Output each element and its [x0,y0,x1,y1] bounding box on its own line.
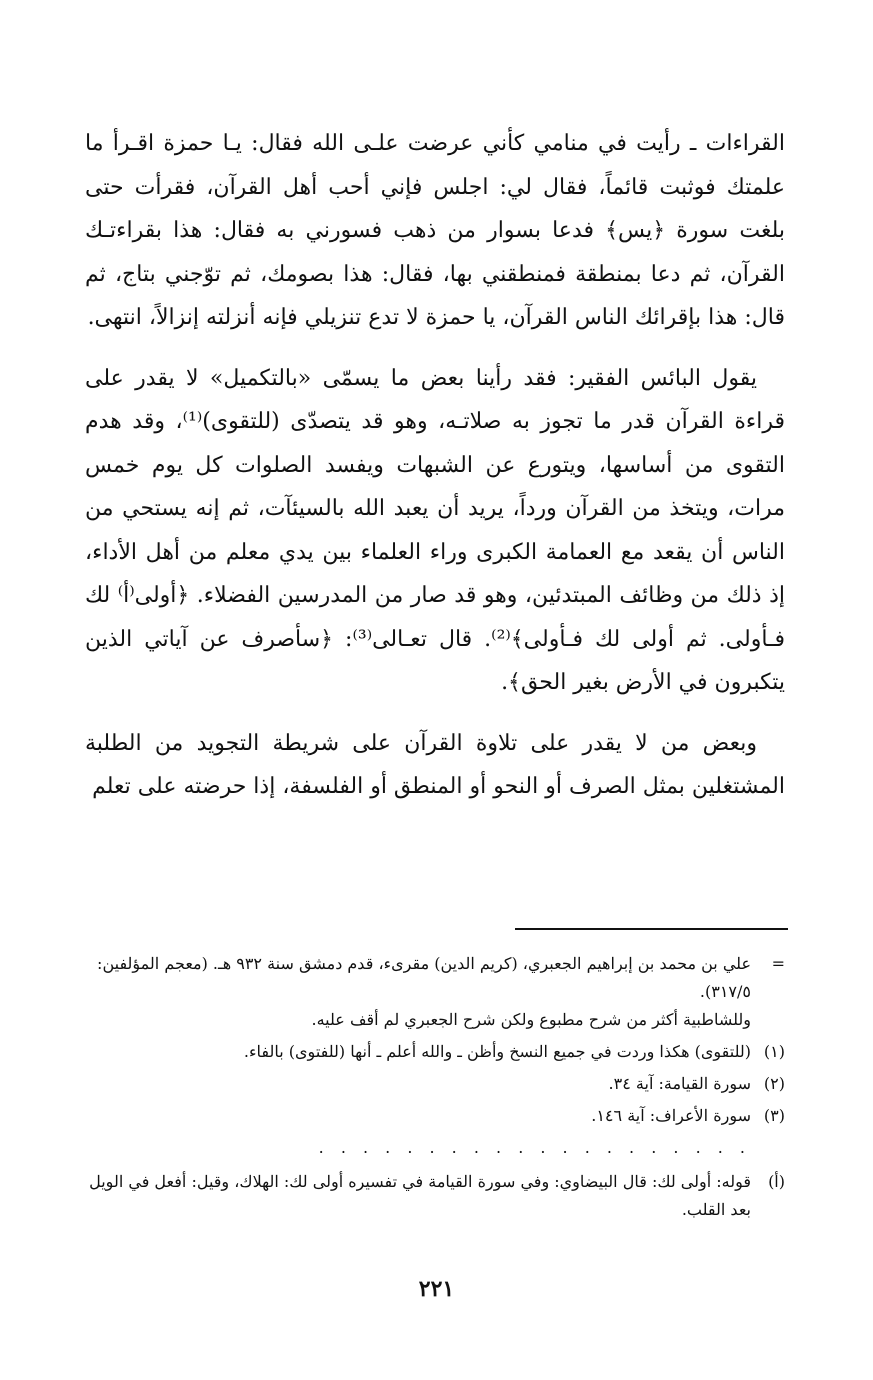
footnote-1 [85,1038,785,1066]
footnote-marker: (٢) [763,1074,785,1093]
footnote-marker: = [771,954,785,973]
paragraph-3: وبعض من لا يقدر على تلاوة القرآن على شريطة التجويد من الطلبة المشتغلين بمثل الصرف أو النحو أو المنطق أو الفلسفة، إذا حرضته على تعلم [85,730,785,799]
footnote-text: قوله: أولى لك: قال البيضاوي: وفي سورة القيامة في تفسيره أولى لك: الهلاك، وقيل: أفعل في الويل بعد القلب. [89,1172,751,1219]
footnote-dots-divider: . . . . . . . . . . . . . . . . . . . . [318,1138,751,1157]
paragraph-2: يقول البائس الفقير: فقد رأينا بعض ما يسمّى «بالتكميل» لا يقدر على قراءة القرآن قدر ما تجوز به صلاتـه، وهو قد يتصدّى (للتقوى)⁽¹⁾، وقد هدم التقوى من أساسها، ويتورع عن الشبهات ويفسد الصلوات كل يوم خمس مرات، ويتخذ من القرآن ورداً، يريد أن يعبد الله بالسيئآت، ثم إنه يستحي من الناس أن يقعد مع العمامة الكبرى وراء العلماء بين يدي معلم من أهل الأداء، إذ ذلك من وظائف المبتدئين، وهو قد صار من المدرسين الفضلاء. ﴿أولى⁽أ⁾ لك فـأولى. ثم أولى لك فـأولى﴾⁽²⁾. قال تعـالى⁽³⁾: ﴿سأصرف عن آياتي الذين يتكبرون في الأرض بغير الحق﴾. [85,365,785,695]
footnote-marker: (١) [763,1042,785,1061]
footnote-marker: (٣) [763,1106,785,1125]
footnote-text: وللشاطبية أكثر من شرح مطبوع ولكن شرح الجعبري لم أقف عليه. [311,1010,751,1029]
footnote-text: علي بن محمد بن إبراهيم الجعبري، (كريم الدين) مقرىء، قدم دمشق سنة ٩٣٢ هـ. (معجم المؤلفين: ٣١٧/٥). [97,954,751,1001]
footnote-text: سورة الأعراف: آية ١٤٦. [591,1106,751,1125]
footnote-continued [85,950,785,1034]
footnote-text: (للتقوى) هكذا وردت في جميع النسخ وأظن ـ والله أعلم ـ أنها (للفتوى) بالفاء. [243,1042,751,1061]
footnote-2 [85,1070,785,1098]
main-text-block [85,122,785,809]
paragraph-1: القراءات ـ رأيت في منامي كأني عرضت علـى الله فقال: يـا حمزة اقـرأ ما علمتك فوثبت قائماً، فقال لي: اجلس فإني أحب أهل القرآن، فقرأت حتى بلغت سورة ﴿يس﴾ فدعا بسوار من ذهب فسورني به فقال: هذا بقراءتـك القرآن، ثم دعا بمنطقة فمنطقني بها، فقال: هذا بصومك، ثم توّجني بتاج، ثم قال: هذا بإقرائك الناس القرآن، يا حمزة لا تدع تنزيلي فإنه أنزلته إنزالاً، انتهى. [85,131,785,330]
footnote-separator [515,928,788,930]
footnote-a [85,1168,785,1224]
footnotes-block [85,950,785,1228]
page-number: ٢٢١ [418,1276,455,1302]
footnote-marker: (أ) [768,1172,785,1191]
footnote-3 [85,1102,785,1130]
footnote-text: سورة القيامة: آية ٣٤. [608,1074,751,1093]
